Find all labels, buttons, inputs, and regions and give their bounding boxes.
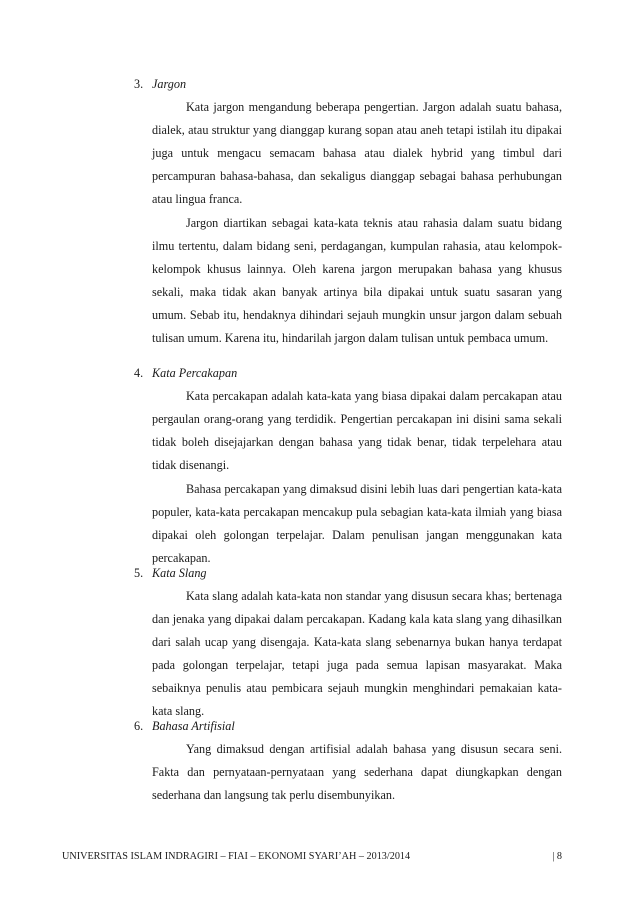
paragraph: Yang dimaksud dengan artifisial adalah bahasa yang disusun secara seni. Fakta dan pernyataan-pernyataan yang sederhana dapat diungkapkan dengan sederhana dan langsung tak perlu disembunyikan. — [152, 742, 562, 803]
item-number: 5. — [134, 566, 144, 580]
item-heading: Jargon — [152, 77, 187, 91]
page-footer — [62, 850, 562, 864]
item-heading: Kata Percakapan — [152, 366, 238, 380]
paragraph: Kata slang adalah kata-kata non standar yang disusun secara khas; bertenaga dan jenaka yang dipakai dalam percakapan. Kadang kala kata slang yang dihasilkan dari salah ucap yang disengaja. Kata-kata slang sebenarnya bukan hanya terdapat pada golongan terpelajar, tetapi juga pada semua lapisan masyarakat. Maka sebaiknya penulis atau pembicara sejauh mungkin menghindari pemakaian kata-kata slang. — [152, 589, 562, 719]
item-heading: Kata Slang — [152, 566, 207, 580]
paragraph: Kata jargon mengandung beberapa pengertian. Jargon adalah suatu bahasa, dialek, atau struktur yang dianggap kurang sopan atau aneh tetapi istilah itu dipakai juga untuk mengacu semacam bahasa atau dialek hybrid yang timbul dari percampuran bahasa-bahasa, dan sekaligus dianggap sebagai bahasa perhubungan atau lingua franca. — [152, 100, 562, 207]
item-number: 3. — [134, 77, 144, 91]
footer-institution: UNIVERSITAS ISLAM INDRAGIRI – FIAI – EKONOMI SYARI’AH – 2013/2014 — [62, 851, 411, 862]
paragraph: Bahasa percakapan yang dimaksud disini lebih luas dari pengertian kata-kata populer, kata-kata percakapan mencakup pula sebagian kata-kata ilmiah yang biasa dipakai oleh golongan terpelajar. Dalam penulisan jangan menggunakan kata percakapan. — [152, 482, 562, 566]
paragraph: Kata percakapan adalah kata-kata yang biasa dipakai dalam percakapan atau pergaulan orang-orang yang terdidik. Pengertian percakapan ini disini sama sekali tidak boleh disejajarkan dengan bahasa yang tidak benar, tidak terpelehara atau tidak disenangi. — [152, 389, 562, 473]
item-heading: Bahasa Artifisial — [152, 719, 235, 733]
item-number: 4. — [134, 366, 144, 380]
page-number: | 8 — [552, 851, 562, 862]
paragraph: Jargon diartikan sebagai kata-kata teknis atau rahasia dalam suatu bidang ilmu tertentu, dalam bidang seni, perdagangan, kumpulan rahasia, atau kelompok-kelompok khusus lainnya. Oleh karena jargon merupakan bahasa yang khusus sekali, maka tidak akan banyak artinya bila dipakai untuk suatu sasaran yang umum. Sebab itu, hendaknya dihindari sejauh mungkin unsur jargon dalam sebuah tulisan umum. Karena itu, hindarilah jargon dalam tulisan untuk pembaca umum. — [152, 216, 562, 346]
item-number: 6. — [134, 719, 144, 733]
